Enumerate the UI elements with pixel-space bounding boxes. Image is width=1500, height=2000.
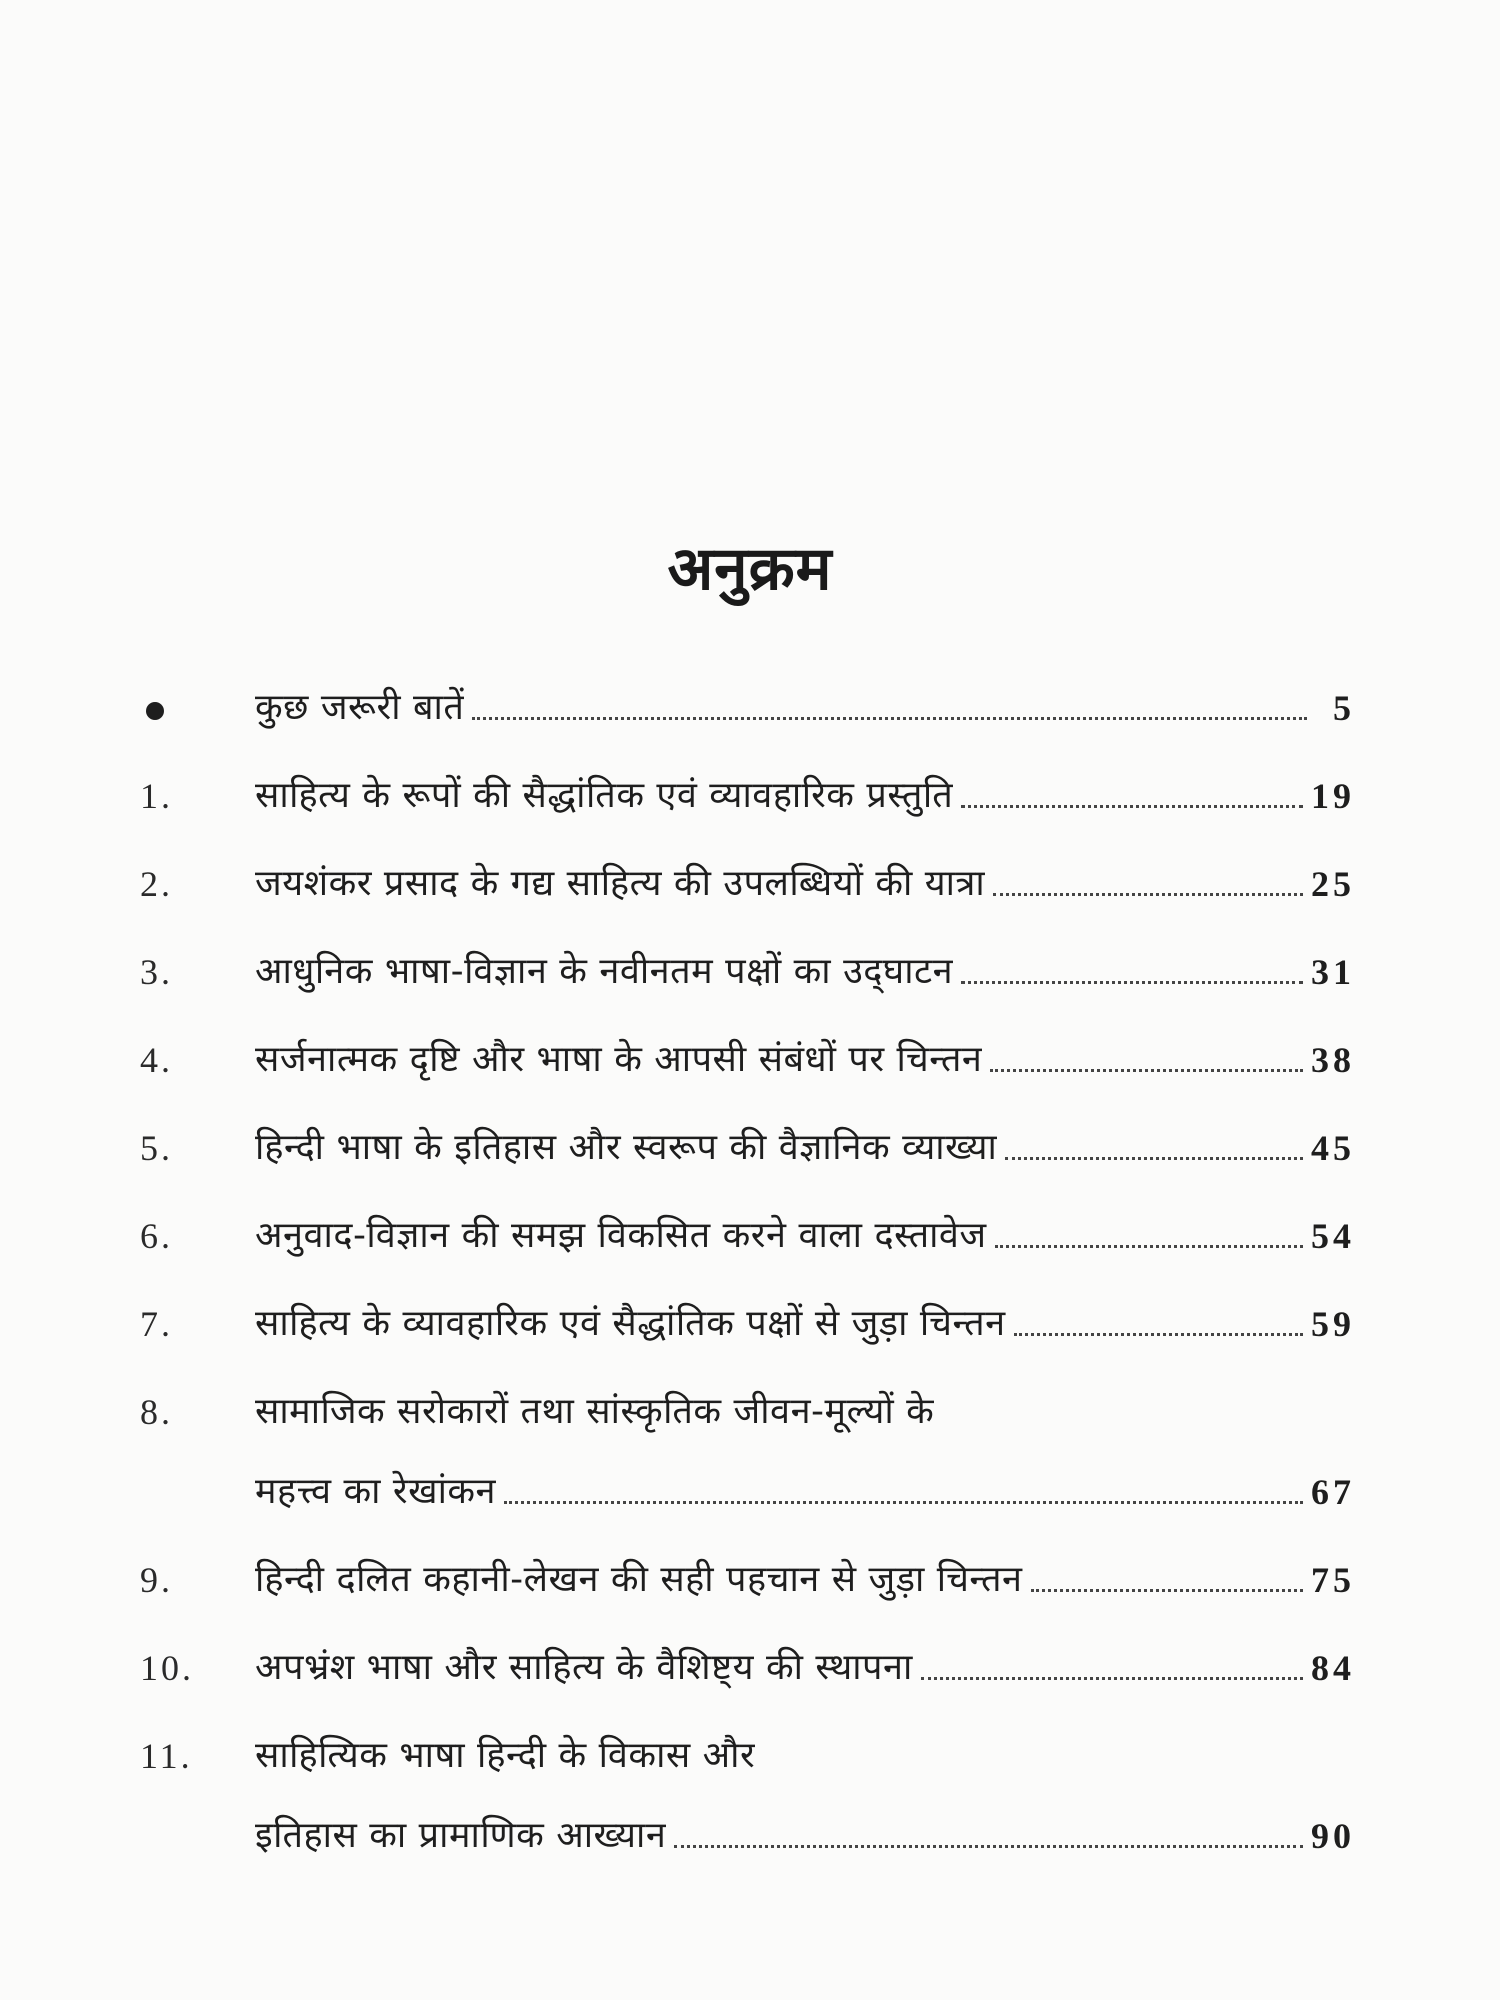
dot-leader xyxy=(990,1069,1303,1072)
toc-entry-body xyxy=(255,1389,1355,1515)
dot-leader xyxy=(1005,1157,1303,1160)
toc-entry-page-number: 38 xyxy=(1311,1040,1355,1080)
toc-entry-number: 6. xyxy=(140,1216,173,1256)
dot-leader xyxy=(921,1677,1303,1680)
toc-entry-body xyxy=(255,1733,1355,1859)
toc-entry-page-number: 5 xyxy=(1333,688,1355,728)
toc-entry xyxy=(140,861,1355,907)
toc-entry-body xyxy=(255,1557,1355,1603)
toc-entry-number: 1. xyxy=(140,776,173,816)
toc-entry xyxy=(140,1213,1355,1259)
toc-entry-title: जयशंकर प्रसाद के गद्य साहित्य की उपलब्धियों की यात्रा xyxy=(255,863,986,904)
toc-entry-page-number: 31 xyxy=(1311,952,1355,992)
toc-entry-line xyxy=(255,1645,1355,1691)
toc-entry-page-number: 75 xyxy=(1311,1560,1355,1600)
toc-entry xyxy=(140,1733,1355,1859)
toc-entry-title: अनुवाद-विज्ञान की समझ विकसित करने वाला दस्तावेज xyxy=(255,1215,987,1256)
toc-entry-line xyxy=(255,1213,1355,1259)
toc-entry xyxy=(140,1301,1355,1347)
dot-leader xyxy=(504,1501,1303,1504)
toc-entry-title: महत्त्व का रेखांकन xyxy=(255,1471,497,1512)
toc-entry-page-number: 19 xyxy=(1311,776,1355,816)
toc-entry-title: इतिहास का प्रामाणिक आख्यान xyxy=(255,1815,667,1856)
toc-entry-body xyxy=(255,1037,1355,1083)
toc-entry-number: 2. xyxy=(140,864,173,904)
toc-entry-page-number: 54 xyxy=(1311,1216,1355,1256)
toc-entry xyxy=(140,1389,1355,1515)
toc-entry-body xyxy=(255,1301,1355,1347)
toc-entry-line xyxy=(255,1037,1355,1083)
page-title: अनुक्रम xyxy=(667,534,833,604)
toc-entry xyxy=(140,949,1355,995)
toc-entry-title: हिन्दी भाषा के इतिहास और स्वरूप की वैज्ञानिक व्याख्या xyxy=(255,1127,998,1168)
toc-entry xyxy=(140,1645,1355,1691)
table-of-contents xyxy=(140,685,1355,1901)
toc-entry-body xyxy=(255,861,1355,907)
toc-entry-line xyxy=(255,1557,1355,1603)
toc-entry-body xyxy=(255,773,1355,819)
toc-entry-body xyxy=(255,1213,1355,1259)
bullet-dot-icon xyxy=(146,702,164,720)
toc-entry-title: साहित्यिक भाषा हिन्दी के विकास और xyxy=(255,1735,756,1776)
toc-entry-title: साहित्य के रूपों की सैद्धांतिक एवं व्यावहारिक प्रस्तुति xyxy=(255,775,954,816)
toc-entry-page-number: 25 xyxy=(1311,864,1355,904)
toc-entry-body xyxy=(255,1125,1355,1171)
toc-entry-line xyxy=(255,685,1355,731)
toc-entry-number: 11. xyxy=(140,1736,193,1776)
toc-entry-body xyxy=(255,685,1355,731)
toc-entry-number: 7. xyxy=(140,1304,173,1344)
toc-entry-title: आधुनिक भाषा-विज्ञान के नवीनतम पक्षों का उद्‌घाटन xyxy=(255,951,954,992)
toc-entry-number: 10. xyxy=(140,1648,194,1688)
toc-entry-title: सामाजिक सरोकारों तथा सांस्कृतिक जीवन-मूल्यों के xyxy=(255,1391,935,1432)
toc-entry-title: साहित्य के व्यावहारिक एवं सैद्धांतिक पक्षों से जुड़ा चिन्तन xyxy=(255,1303,1006,1344)
toc-entry-body xyxy=(255,1645,1355,1691)
dot-leader xyxy=(993,893,1303,896)
toc-entry-body xyxy=(255,949,1355,995)
dot-leader xyxy=(674,1845,1303,1848)
toc-entry-line xyxy=(255,1469,1355,1515)
bullet-icon xyxy=(140,685,255,731)
toc-entry-page-number: 90 xyxy=(1311,1816,1355,1856)
toc-entry xyxy=(140,1125,1355,1171)
toc-entry-line xyxy=(255,1813,1355,1859)
dot-leader xyxy=(995,1245,1303,1248)
toc-entry-page-number: 59 xyxy=(1311,1304,1355,1344)
toc-entry-title: अपभ्रंश भाषा और साहित्य के वैशिष्ट्य की स्थापना xyxy=(255,1647,913,1688)
toc-entry-line xyxy=(255,1389,1355,1435)
toc-entry xyxy=(140,685,1355,731)
toc-entry-number: 9. xyxy=(140,1560,173,1600)
dot-leader xyxy=(472,717,1307,720)
toc-entry-number: 4. xyxy=(140,1040,173,1080)
toc-entry-title: सर्जनात्मक दृष्टि और भाषा के आपसी संबंधों पर चिन्तन xyxy=(255,1039,983,1080)
dot-leader xyxy=(1031,1589,1303,1592)
toc-entry-line xyxy=(255,861,1355,907)
toc-entry-line xyxy=(255,949,1355,995)
toc-entry-title: कुछ जरूरी बातें xyxy=(255,687,465,728)
toc-entry-title: हिन्दी दलित कहानी-लेखन की सही पहचान से जुड़ा चिन्तन xyxy=(255,1559,1023,1600)
toc-entry-line xyxy=(255,1301,1355,1347)
dot-leader xyxy=(961,805,1303,808)
toc-entry-number: 3. xyxy=(140,952,173,992)
toc-entry-page-number: 45 xyxy=(1311,1128,1355,1168)
toc-entry-number: 8. xyxy=(140,1392,173,1432)
toc-entry-page-number: 84 xyxy=(1311,1648,1355,1688)
dot-leader xyxy=(961,981,1303,984)
toc-entry-line xyxy=(255,1125,1355,1171)
dot-leader xyxy=(1014,1333,1303,1336)
toc-entry xyxy=(140,1037,1355,1083)
toc-entry-number: 5. xyxy=(140,1128,173,1168)
toc-entry-line xyxy=(255,1733,1355,1779)
toc-entry-page-number: 67 xyxy=(1311,1472,1355,1512)
toc-entry xyxy=(140,773,1355,819)
toc-entry xyxy=(140,1557,1355,1603)
toc-entry-line xyxy=(255,773,1355,819)
